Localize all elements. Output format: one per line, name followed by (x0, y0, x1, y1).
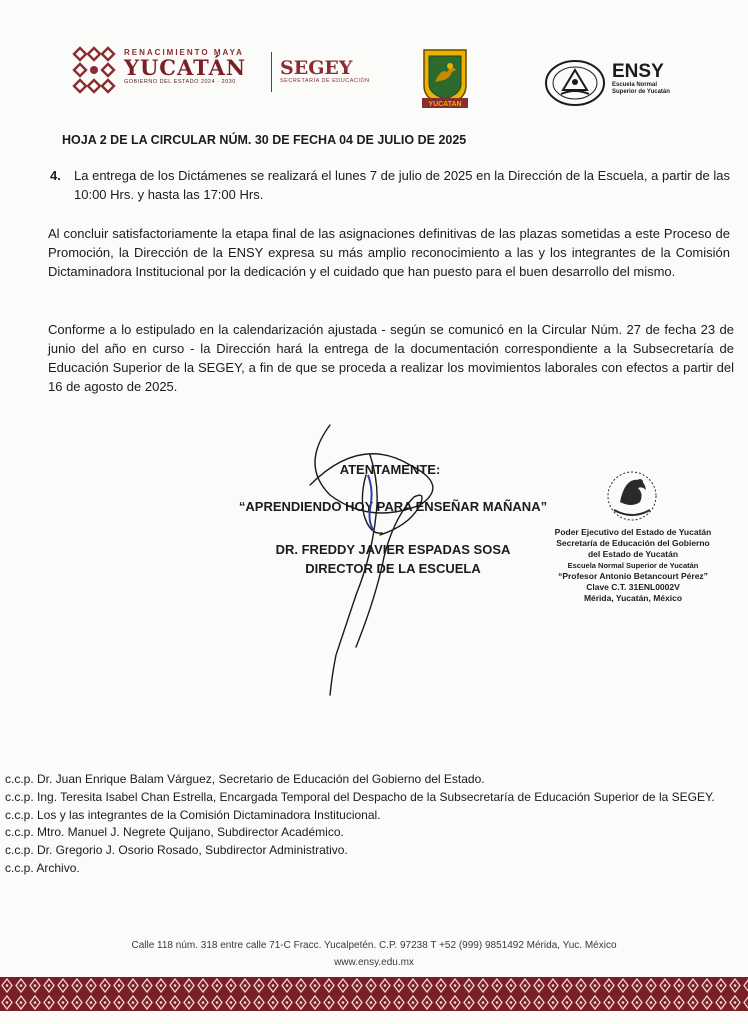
yucatan-logo-name: YUCATÁN (124, 55, 247, 80)
stamp-line: del Estado de Yucatán (587, 549, 679, 559)
yucatan-government-logo (68, 44, 120, 96)
list-item-text: La entrega de los Dictámenes se realizará el lunes 7 de julio de 2025 en la Dirección de la Escuela, a partir de las 10:00 Hrs. y hasta las 17:00 Hrs. (74, 168, 730, 202)
coat-of-arms-label: YUCATAN (428, 101, 462, 108)
signatory-role: DIRECTOR DE LA ESCUELA (305, 561, 481, 576)
logo-divider (271, 52, 272, 92)
list-item-number: 4. (50, 168, 61, 183)
segey-logo-subtitle: SECRETARÍA DE EDUCACIÓN (280, 78, 370, 84)
stamp-line: Secretaría de Educación del Gobierno (556, 538, 710, 548)
list-item-4 (50, 166, 730, 204)
ensy-logo-name: ENSY (612, 61, 664, 82)
handwritten-signature (290, 415, 440, 725)
motto-text: “APRENDIENDO HOY PARA ENSEÑAR MAÑANA” (238, 499, 548, 514)
copy-recipient: c.c.p. Mtro. Manuel J. Negrete Quijano, Subdirector Académico. (5, 825, 344, 840)
institution-stamp (552, 527, 714, 604)
copy-recipient: c.c.p. Dr. Gregorio J. Osorio Rosado, Subdirector Administrativo. (5, 843, 348, 858)
copy-recipient: c.c.p. Ing. Teresita Isabel Chan Estrella, Encargada Temporal del Despacho de la Subsecretaría de Educación Superior de la SEGEY. (5, 789, 715, 804)
stamp-line: “Profesor Antonio Betancourt Pérez” (558, 571, 708, 581)
copy-recipient: c.c.p. Los y las integrantes de la Comisión Dictaminadora Institucional. (5, 807, 381, 822)
yucatan-logo-government: GOBIERNO DEL ESTADO 2024 · 2030 (124, 79, 236, 85)
paragraph-acknowledgement: Al concluir satisfactoriamente la etapa final de las asignaciones definitivas de las plazas sometidas a este Proceso de Promoción, la Dirección de la ENSY expresa su más amplio reconocimiento a las y los integrantes de la Comisión Dictaminadora Institucional por la dedicación y el cuidado que han puesto para el buen desarrollo del mismo. (48, 226, 730, 279)
stamp-line: Mérida, Yucatán, México (583, 593, 683, 603)
closing-text: ATENTAMENTE: (339, 462, 441, 477)
copy-recipient: c.c.p. Dr. Juan Enrique Balam Várguez, Secretario de Educación del Gobierno del Estado. (5, 772, 485, 786)
copy-recipients-list (5, 771, 745, 878)
ensy-logo-text (612, 62, 670, 96)
copy-recipient: c.c.p. Archivo. (5, 860, 80, 875)
segey-logo (280, 58, 370, 84)
yucatan-coat-of-arms (420, 48, 470, 110)
signatory-name: DR. FREDDY JAVIER ESPADAS SOSA (275, 542, 511, 557)
ensy-logo-emblem (543, 58, 607, 108)
stamp-line: Poder Ejecutivo del Estado de Yucatán (554, 527, 712, 537)
mexico-coat-of-arms-seal (600, 466, 664, 522)
paragraph-calendar: Conforme a lo estipulado en la calendarización ajustada - según se comunicó en la Circular Núm. 27 de fecha 23 de junio del año en curso - la Dirección hará la entrega de la documentación correspondiente a la Subsecretaría de Educación Superior de la SEGEY, a fin de que se proceda a realizar los movimientos laborales con efectos a partir del 16 de agosto de 2025. (48, 322, 734, 394)
ensy-logo-line1: Escuela Normal (612, 82, 658, 88)
stamp-line: Escuela Normal Superior de Yucatán (567, 561, 699, 570)
footer (0, 937, 748, 971)
footer-website: www.ensy.edu.mx (334, 957, 414, 968)
segey-logo-name: SEGEY (280, 57, 353, 79)
footer-address: Calle 118 núm. 318 entre calle 71-C Fracc. Yucalpetén. C.P. 97238 T +52 (999) 9851492 Mérida, Yuc. México (131, 940, 617, 951)
yucatan-logo-text (124, 48, 246, 85)
page-title: HOJA 2 DE LA CIRCULAR NÚM. 30 DE FECHA 04 DE JULIO DE 2025 (62, 133, 467, 147)
decorative-footer-band (0, 977, 748, 1011)
yucatan-logo-tagline: RENACIMIENTO MAYA (124, 48, 244, 57)
stamp-line: Clave C.T. 31ENL0002V (586, 582, 680, 592)
ensy-logo-line2: Superior de Yucatán (612, 89, 670, 95)
